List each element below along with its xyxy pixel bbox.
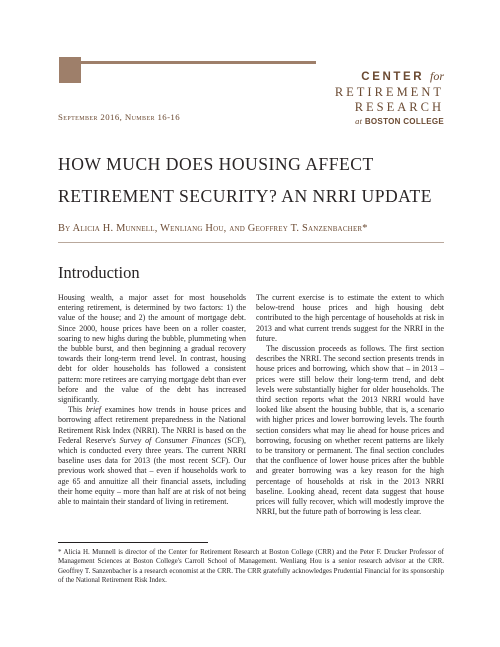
issue-date-line: September 2016, Number 16-16 bbox=[58, 112, 181, 122]
title-line-1: HOW MUCH DOES HOUSING AFFECT bbox=[58, 154, 374, 174]
brand-header-bar bbox=[81, 61, 316, 64]
body-column-right bbox=[256, 293, 444, 517]
author-byline: By Alicia H. Munnell, Wenliang Hou, and Geoffrey T. Sanzenbacher* bbox=[58, 223, 368, 234]
brief-title bbox=[58, 148, 448, 212]
byline-divider bbox=[58, 242, 444, 243]
crr-logo bbox=[332, 68, 444, 128]
logo-line-retirement: RETIREMENT bbox=[334, 85, 444, 99]
author-footnote: * Alicia H. Munnell is director of the Center for Retirement Research at Boston College (CRR) and the Peter F. Drucker Professor of Management Sciences at Boston College's Carroll School of Management. Wenliang Hou is a senior research advisor at the CRR. Geoffrey T. Sanzenbacher is a research economist at the CRR. The CRR gratefully acknowledges Prudential Financial for its sponsorship of the National Retirement Risk Index. bbox=[58, 548, 444, 585]
logo-at-word: at bbox=[355, 116, 363, 126]
logo-line-research: RESEARCH bbox=[354, 100, 444, 114]
logo-line-center bbox=[332, 68, 444, 85]
footnote-divider bbox=[58, 542, 208, 543]
logo-for-word: for bbox=[429, 69, 444, 83]
brand-color-block bbox=[59, 57, 81, 83]
section-heading-introduction: Introduction bbox=[58, 263, 140, 282]
logo-center-word: CENTER bbox=[361, 71, 425, 83]
p2-scf-italic: Survey of Consumer Finances bbox=[119, 435, 221, 445]
body-column-left bbox=[58, 293, 246, 507]
intro-paragraph-2 bbox=[58, 405, 246, 507]
p2-text-a: This bbox=[68, 405, 86, 415]
title-line-2: RETIREMENT SECURITY? AN NRRI UPDATE bbox=[58, 186, 432, 206]
logo-line-boston-college bbox=[332, 115, 444, 128]
p2-text-b: examines how trends in house prices and borrowing affect retirement preparedness in the National Retirement Risk Index (NRRI). The NRRI is based on the Federal Reserve's bbox=[58, 405, 246, 445]
p2-brief-italic: brief bbox=[85, 405, 101, 415]
logo-boston-college-word: BOSTON COLLEGE bbox=[364, 117, 444, 126]
intro-paragraph-1: Housing wealth, a major asset for most households entering retirement, is determined by two factors: 1) the value of the house; and 2) the amount of mortgage debt. Since 2000, house prices have been on a roller coaster, soaring to new highs during the bubble, plummeting when the bubble burst, and then beginning a gradual recovery towards their long-term trend level. In contrast, housing debt for older households has followed a consistent pattern: more retirees are carrying mortgage debt than ever before and the value of the debt has increased significantly. bbox=[58, 293, 246, 405]
p2-text-c: (SCF), which is conducted every three years. The current NRRI baseline uses data for 2013 (the most recent SCF). Our previous work showed that – even if households work to age 65 and annuitize all their financial assets, including their home equity – more than half are at risk of not being able to maintain their standard of living in retirement. bbox=[58, 435, 246, 507]
intro-paragraph-4: The discussion proceeds as follows. The first section describes the NRRI. The second section presents trends in house prices and borrowing, which show that – in 2013 – prices were still below their long-term trend, and debt levels were substantially higher for older households. The third section reports what the 2013 NRRI would have looked like absent the housing bubble, that is, a scenario with higher prices and lower borrowing levels. The fourth section considers what may lie ahead for house prices and borrowing, focusing on whether recent patterns are likely to be transitory or permanent. The final section concludes that the confluence of lower house prices after the bubble and greater borrowing was a key reason for the high percentage of households at risk in the 2013 NRRI baseline. Looking ahead, recent data suggest that house prices will fully recover, which will modestly improve the NRRI, but the future path of borrowing is less clear. bbox=[256, 344, 444, 517]
intro-paragraph-3: The current exercise is to estimate the extent to which below-trend house prices and high housing debt contributed to the high percentage of households at risk in 2013 and what current trends suggest for the NRRI in the future. bbox=[256, 293, 444, 343]
